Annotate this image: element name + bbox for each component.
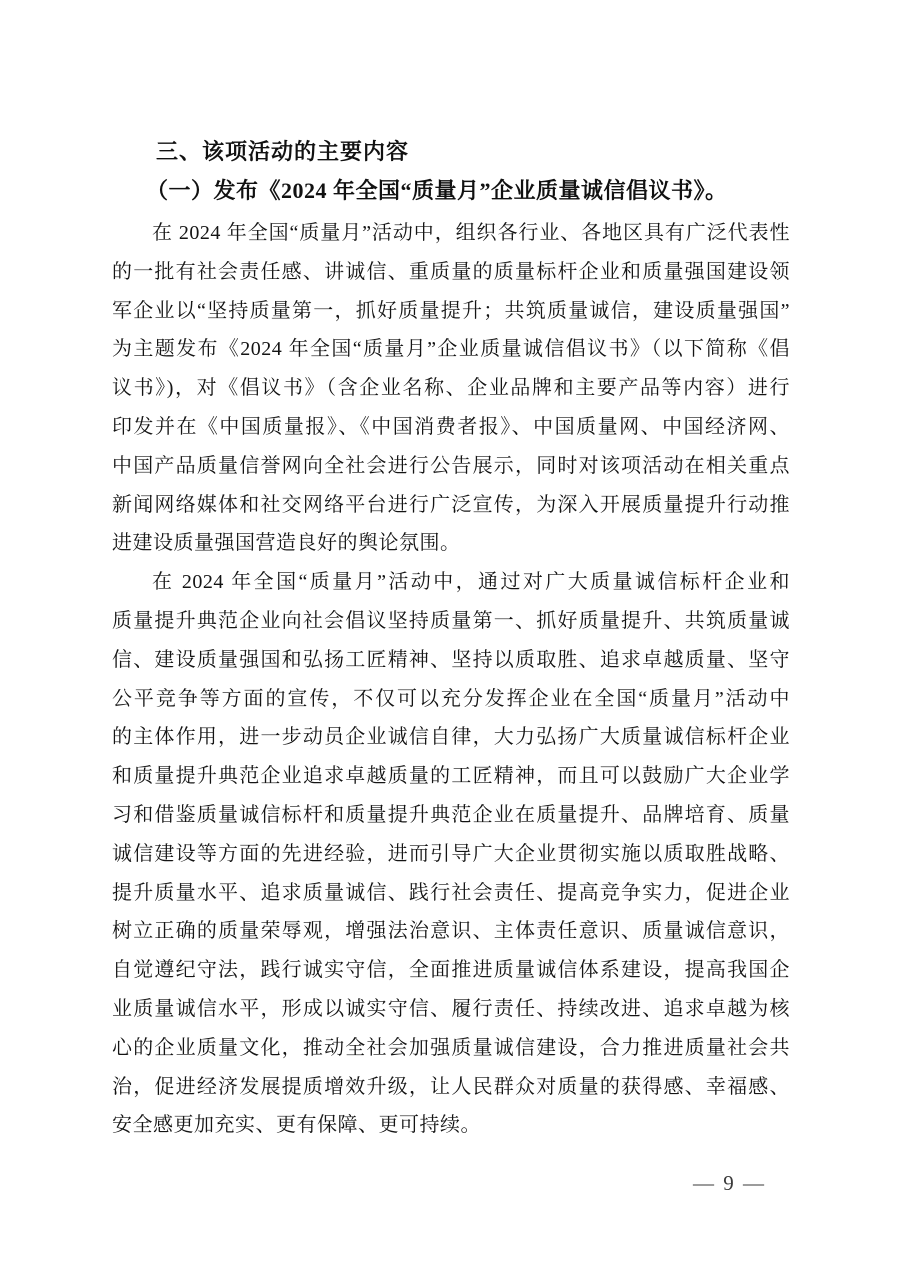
page-number: — 9 —: [693, 1171, 766, 1195]
text-line: 为主题发布《2024 年全国“质量月”企业质量诚信倡议书》（以下简称《倡: [112, 338, 790, 361]
text-line: 的一批有社会责任感、讲诚信、重质量的质量标杆企业和质量强国建设领: [112, 260, 790, 283]
text-line: 业质量诚信水平，形成以诚实守信、履行责任、持续改进、追求卓越为核: [112, 997, 790, 1020]
text-line: 中国产品质量信誉网向全社会进行公告展示，同时对该项活动在相关重点: [112, 454, 790, 477]
text-line: 进建设质量强国营造良好的舆论氛围。: [112, 532, 461, 555]
text-line: 安全感更加充实、更有保障、更可持续。: [112, 1114, 481, 1137]
text-line: 诚信建设等方面的先进经验，进而引导广大企业贯彻实施以质取胜战略、: [112, 842, 790, 865]
text-line: 信、建设质量强国和弘扬工匠精神、坚持以质取胜、追求卓越质量、坚守: [112, 648, 790, 671]
section-heading: 三、该项活动的主要内容: [156, 139, 410, 164]
text-line: 印发并在《中国质量报》、《中国消费者报》、中国质量网、中国经济网、: [112, 415, 790, 438]
document-body: [112, 214, 790, 1145]
text-line: 在 2024 年全国“质量月”活动中，组织各行业、各地区具有广泛代表性: [152, 222, 790, 244]
text-line: 树立正确的质量荣辱观，增强法治意识、主体责任意识、质量诚信意识，: [112, 920, 790, 943]
text-line: 习和借鉴质量诚信标杆和质量提升典范企业在质量提升、品牌培育、质量: [112, 803, 790, 826]
text-line: 公平竞争等方面的宣传，不仅可以充分发挥企业在全国“质量月”活动中: [112, 687, 790, 710]
text-line: 和质量提升典范企业追求卓越质量的工匠精神，而且可以鼓励广大企业学: [112, 765, 790, 788]
text-line: 军企业以“坚持质量第一，抓好质量提升；共筑质量诚信，建设质量强国”: [112, 299, 790, 322]
text-line: 的主体作用，进一步动员企业诚信自律，大力弘扬广大质量诚信标杆企业: [112, 726, 790, 749]
text-line: 在 2024 年全国“质量月”活动中，通过对广大质量诚信标杆企业和: [152, 571, 790, 594]
subsection-heading: （一）发布《2024 年全国“质量月”企业质量诚信倡议书》。: [146, 178, 728, 203]
text-line: 提升质量水平、追求质量诚信、践行社会责任、提高竞争实力，促进企业: [112, 881, 790, 904]
text-line: 自觉遵纪守法，践行诚实守信，全面推进质量诚信体系建设，提高我国企: [112, 959, 790, 982]
text-line: 治，促进经济发展提质增效升级，让人民群众对质量的获得感、幸福感、: [112, 1075, 790, 1098]
text-line: 新闻网络媒体和社交网络平台进行广泛宣传，为深入开展质量提升行动推: [112, 493, 790, 516]
text-line: 议书》)，对《倡议书》（含企业名称、企业品牌和主要产品等内容）进行: [112, 377, 790, 400]
text-line: 心的企业质量文化，推动全社会加强质量诚信建设，合力推进质量社会共: [112, 1036, 790, 1059]
text-line: 质量提升典范企业向社会倡议坚持质量第一、抓好质量提升、共筑质量诚: [112, 609, 790, 632]
